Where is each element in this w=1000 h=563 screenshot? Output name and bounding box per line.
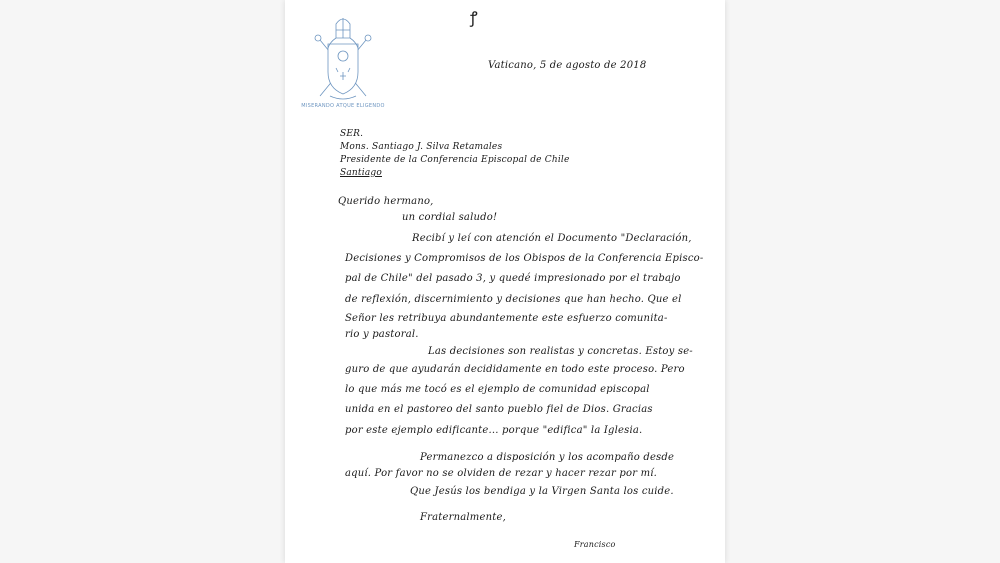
body-line: Decisiones y Compromisos de los Obispos de la Conferencia Episco- bbox=[345, 253, 704, 264]
recipient-line: Santiago bbox=[340, 168, 382, 178]
body-line: de reflexión, discernimiento y decisiones que han hecho. Que el bbox=[345, 294, 682, 305]
papal-coat-of-arms bbox=[300, 10, 386, 110]
body-line: aquí. Por favor no se olviden de rezar y hacer rezar por mí. bbox=[345, 468, 658, 479]
salutation: Querido hermano, bbox=[338, 196, 434, 207]
body-line: Fraternalmente, bbox=[420, 512, 506, 523]
body-line: lo que más me tocó es el ejemplo de comunidad episcopal bbox=[345, 384, 650, 395]
body-line: rio y pastoral. bbox=[345, 329, 419, 340]
body-line: guro de que ayudarán decididamente en todo este proceso. Pero bbox=[345, 364, 685, 375]
body-line: unida en el pastoreo del santo pueblo fiel de Dios. Gracias bbox=[345, 404, 653, 415]
recipient-line: Mons. Santiago J. Silva Retamales bbox=[340, 142, 503, 152]
body-line: Que Jesús los bendiga y la Virgen Santa los cuide. bbox=[410, 486, 674, 497]
place-date: Vaticano, 5 de agosto de 2018 bbox=[488, 60, 647, 71]
recipient-line: Presidente de la Conferencia Episcopal de Chile bbox=[340, 155, 570, 165]
body-line: Permanezco a disposición y los acompaño desde bbox=[420, 452, 675, 463]
recipient-line: SER. bbox=[340, 129, 364, 139]
body-line: pal de Chile" del pasado 3, y quedé impresionado por el trabajo bbox=[345, 273, 681, 284]
crest-motto: MISERANDO ATQUE ELIGENDO bbox=[301, 103, 385, 109]
body-line: Señor les retribuya abundantemente este esfuerzo comunita- bbox=[345, 313, 668, 324]
signature: Francisco bbox=[574, 540, 616, 549]
header-mark: ꝭ bbox=[470, 8, 478, 27]
greeting: un cordial saludo! bbox=[402, 212, 498, 223]
body-line: por este ejemplo edificante... porque "edifica" la Iglesia. bbox=[345, 425, 643, 436]
body-line: Las decisiones son realistas y concretas. Estoy se- bbox=[428, 346, 693, 357]
body-line: Recibí y leí con atención el Documento "Declaración, bbox=[412, 233, 692, 244]
